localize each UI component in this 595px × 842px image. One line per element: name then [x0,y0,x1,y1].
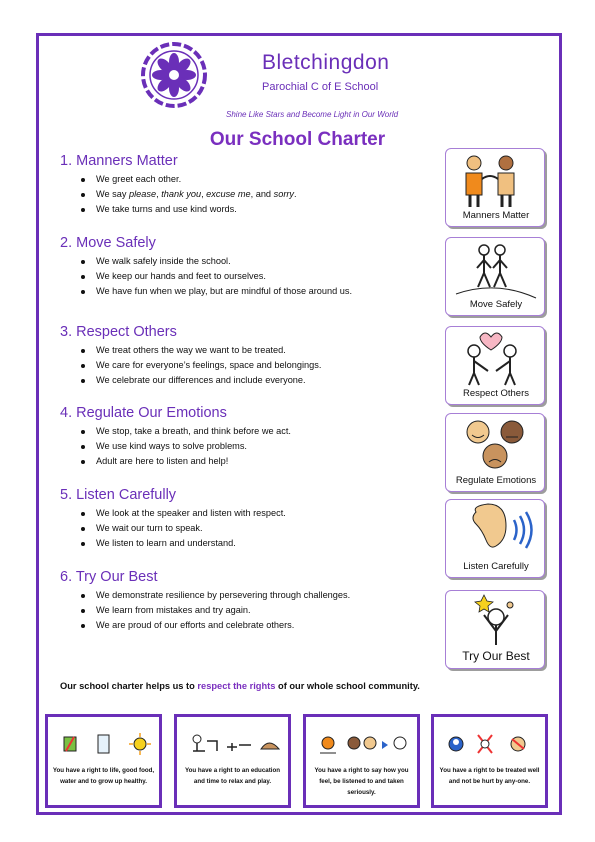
rights-box-health [45,714,162,808]
list-item: We look at the speaker and listen with respect. [60,506,435,521]
speaking-listening-icon [306,731,417,757]
highlight-rights: respect the rights [197,681,276,691]
list-item: We wait our turn to speak. [60,521,435,536]
card-label: Respect Others [463,388,529,399]
charter-section-respect [60,324,435,388]
charter-summary: Our school charter helps us to respect the rights of our whole school community. [60,681,420,691]
section-heading: 4. Regulate Our Emotions [60,405,227,421]
section-heading: 6. Try Our Best [60,569,158,585]
card-try-our-best [445,590,545,669]
card-manners-matter [445,148,545,227]
learning-play-icon [177,731,288,757]
rights-box-safety [431,714,548,808]
star-achiever-icon [446,591,545,653]
rights-box-voice [303,714,420,808]
rights-box-education [174,714,291,808]
charter-section-try-best [60,569,435,633]
star-flower-logo-icon [141,42,207,108]
list-item: We learn from mistakes and try again. [60,603,435,618]
health-food-water-icon [48,731,159,757]
list-item: We keep our hands and feet to ourselves. [60,269,435,284]
list-item: We celebrate our differences and include everyone. [60,373,435,388]
school-name: Bletchingdon [262,51,390,74]
school-subtitle: Parochial C of E School [262,81,379,93]
card-listen-carefully [445,499,545,578]
section-heading: 2. Move Safely [60,235,156,251]
charter-section-emotions [60,405,435,469]
charter-section-listen [60,487,435,551]
list-item: We treat others the way we want to be treated. [60,343,435,358]
card-label: Regulate Emotions [455,475,537,486]
list-item: We listen to learn and understand. [60,536,435,551]
list-item: We take turns and use kind words. [60,202,435,217]
card-label: Manners Matter [462,210,530,221]
school-motto: Shine Like Stars and Become Light in Our World [226,110,399,119]
list-item: We greet each other. [60,172,435,187]
charter-section-manners [60,153,435,217]
card-regulate-emotions [445,413,545,492]
list-item: We demonstrate resilience by persevering through challenges. [60,588,435,603]
card-move-safely [445,237,545,316]
rights-text: You have a right to be treated well and not be hurt by any-one. [439,767,540,785]
list-item: We have fun when we play, but are mindful of those around us. [60,284,435,299]
rights-text: You have a right to say how you feel, be listened to and taken seriously. [314,767,409,796]
safety-icon [434,731,545,757]
emotion-faces-icon [446,414,545,476]
list-item: We use kind ways to solve problems. [60,439,435,454]
list-item: We stop, take a breath, and think before we act. [60,424,435,439]
ear-sound-icon [446,500,545,562]
list-item: Adult are here to listen and help! [60,454,435,469]
list-item: We are proud of our efforts and celebrate others. [60,618,435,633]
list-item: We say please, thank you, excuse me, and sorry. [60,187,435,202]
section-heading: 1. Manners Matter [60,153,178,169]
section-heading: 3. Respect Others [60,324,177,340]
card-respect-others [445,326,545,405]
handshake-people-icon [446,149,545,211]
section-heading: 5. Listen Carefully [60,487,177,503]
list-item: We walk safely inside the school. [60,254,435,269]
card-label: Move Safely [469,299,523,310]
walking-people-icon [446,238,545,300]
rights-text: You have a right to an education and time to relax and play. [184,767,281,785]
card-label: Listen Carefully [463,561,529,572]
people-heart-icon [446,327,545,389]
charter-section-move-safely [60,235,435,299]
page-title: Our School Charter [209,129,386,150]
header [0,0,595,125]
card-label: Try Our Best [462,649,530,663]
list-item: We care for everyone’s feelings, space and belongings. [60,358,435,373]
rights-text: You have a right to life, good food, water and to grow up healthy. [52,767,155,785]
